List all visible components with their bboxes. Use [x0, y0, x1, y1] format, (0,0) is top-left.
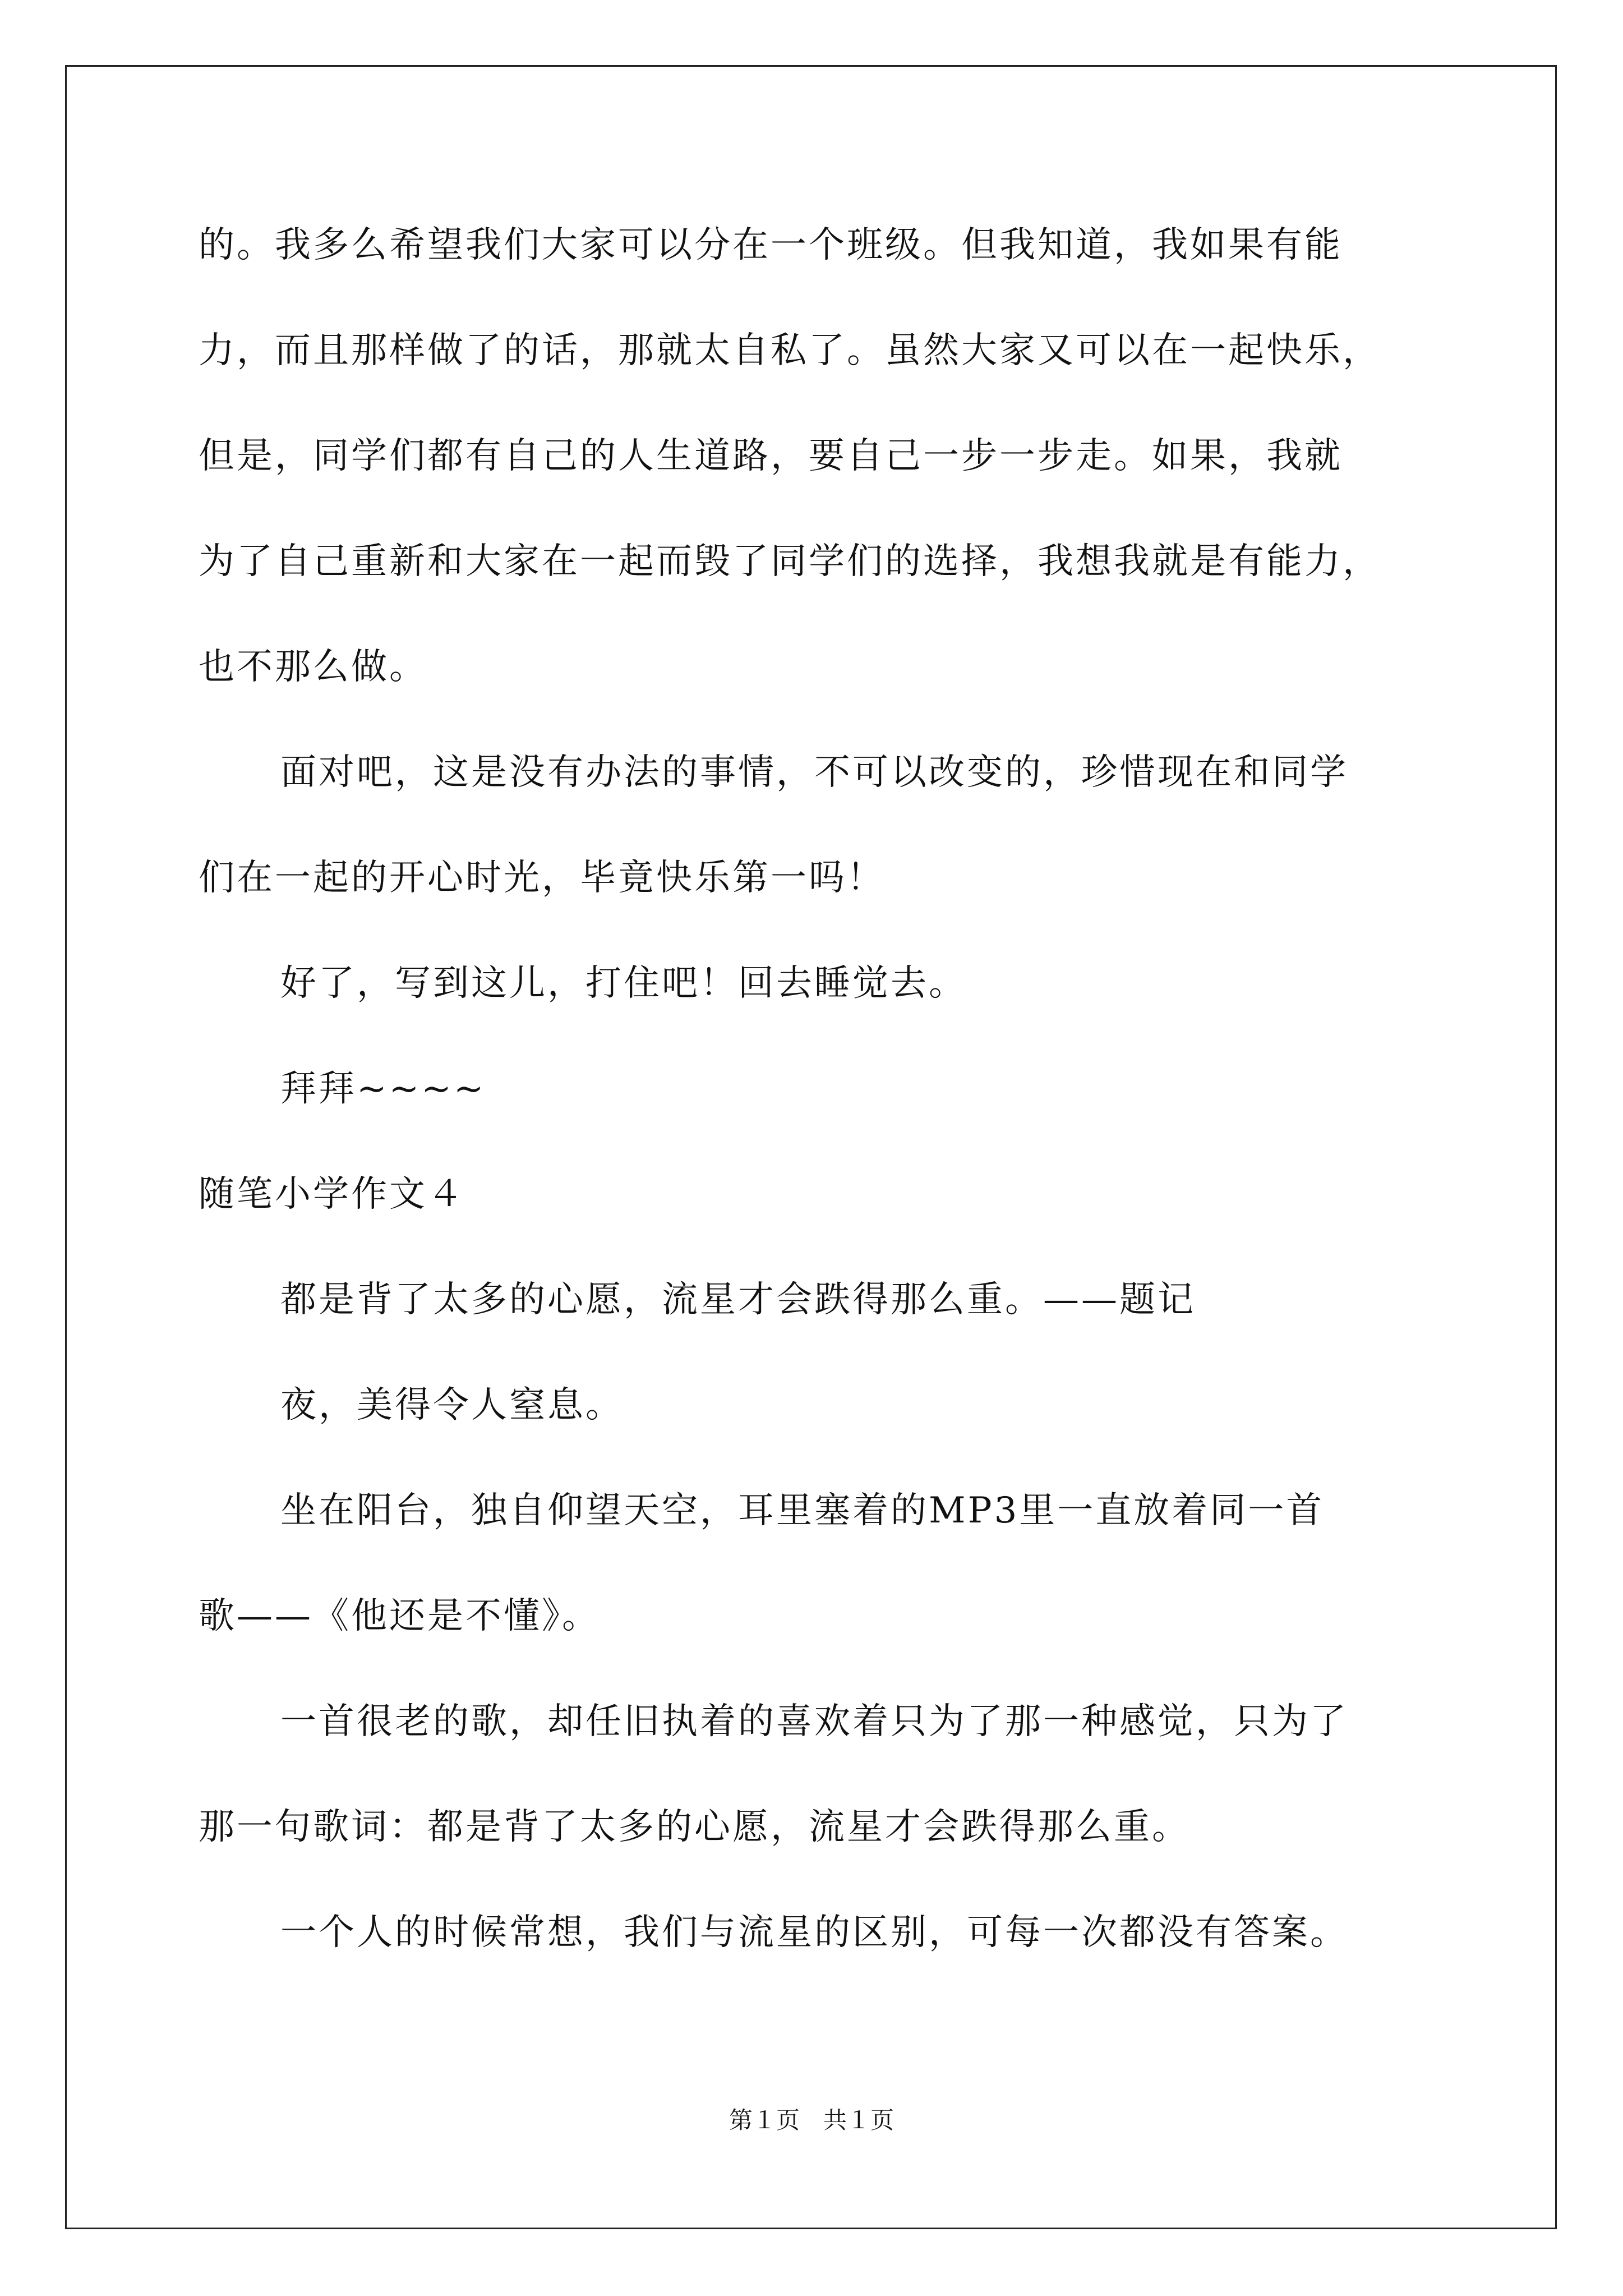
text-line: 也不那么做。	[199, 646, 427, 688]
text-line: 夜，美得令人窒息。	[280, 1384, 624, 1426]
page-number-footer: 第１页 共１页	[728, 2106, 894, 2134]
text-line: 坐在阳台，独自仰望天空，耳里塞着的MP3里一直放着同一首	[280, 1490, 1325, 1531]
text-line: 那一句歌词：都是背了太多的心愿，流星才会跌得那么重。	[199, 1806, 1190, 1848]
text-line: 面对吧，这是没有办法的事情，不可以改变的，珍惜现在和同学	[280, 752, 1348, 793]
text-line: 的。我多么希望我们大家可以分在一个班级。但我知道，我如果有能	[199, 224, 1343, 266]
text-line: 一个人的时候常想，我们与流星的区别，可每一次都没有答案。	[280, 1912, 1348, 1953]
text-line: 们在一起的开心时光，毕竟快乐第一吗！	[199, 857, 885, 899]
text-line: 一首很老的歌，却任旧执着的喜欢着只为了那一种感觉，只为了	[280, 1701, 1348, 1742]
text-line: 拜拜~~~~	[280, 1068, 486, 1110]
section-heading: 随笔小学作文４	[199, 1174, 465, 1215]
page-border	[65, 65, 1557, 2229]
text-line: 力，而且那样做了的话，那就太自私了。虽然大家又可以在一起快乐，	[199, 330, 1381, 371]
text-line: 都是背了太多的心愿，流星才会跌得那么重。——题记	[280, 1279, 1196, 1320]
text-line: 为了自己重新和大家在一起而毁了同学们的选择，我想我就是有能力，	[199, 541, 1381, 582]
text-line: 好了，写到这儿，打住吧！回去睡觉去。	[280, 963, 967, 1004]
text-line: 歌——《他还是不懂》。	[199, 1595, 600, 1637]
text-line: 但是，同学们都有自己的人生道路，要自己一步一步走。如果，我就	[199, 435, 1343, 477]
